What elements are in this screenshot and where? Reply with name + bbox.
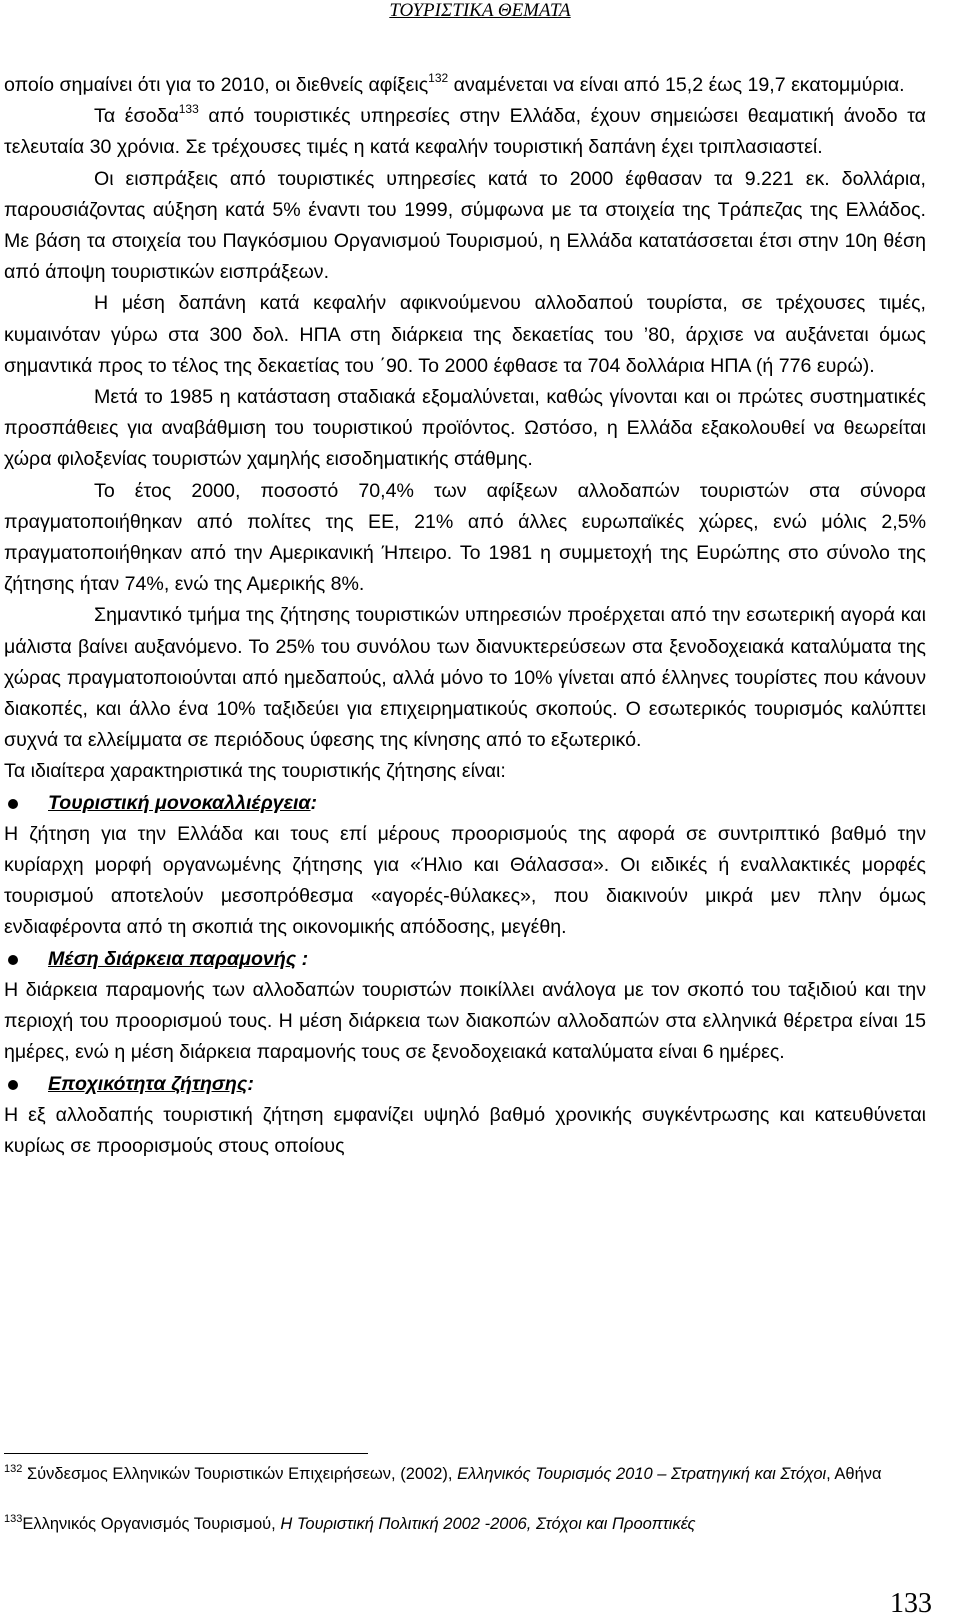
bullet-title-suffix: : <box>296 947 309 970</box>
paragraph-1 <box>4 70 926 101</box>
footnote-title: Η Τουριστική Πολιτική 2002 -2006, Στόχοι και Προοπτικές <box>280 1515 696 1533</box>
bullet-3-body: Η εξ αλλοδαπής τουριστική ζήτηση εμφανίζει υψηλό βαθμό χρονικής συγκέντρωσης και κατευθύνεται κυρίως σε προορισμούς στους οποίους <box>4 1103 926 1157</box>
footnote-text: Ελληνικός Οργανισμός Τουρισμού, <box>22 1515 281 1533</box>
bullet-icon <box>8 1080 18 1090</box>
bullet-title <box>48 788 926 819</box>
paragraph-8: Τα ιδιαίτερα χαρακτηριστικά της τουριστικής ζήτησης είναι: <box>4 760 506 783</box>
paragraph-5: Μετά το 1985 η κατάσταση σταδιακά εξομαλύνεται, καθώς γίνονται και οι πρώτες συστηματικές προσπάθειες για αναβάθμιση του τουριστικού προϊόντος. Ωστόσο, η Ελλάδα εξακολουθεί να θεωρείται χώρα φιλοξενίας τουριστών χαμηλής εισοδηματικής στάθμης. <box>4 386 926 471</box>
bullet-title-text: Τουριστική μονοκαλλιέργεια <box>48 791 311 814</box>
footnote-number: 132 <box>4 1463 23 1475</box>
bullet-icon <box>8 955 18 965</box>
paragraph-7: Σημαντικό τμήμα της ζήτησης τουριστικών υπηρεσιών προέρχεται από την εσωτερική αγορά και μάλιστα βαίνει αυξανόμενο. Το 25% του συνόλου των διανυκτερεύσεων στα ξενοδοχειακά καταλύματα της χώρας πραγματοποιούνται από ημεδαπούς, αλλά μόνο το 10% γίνεται από έλληνες τουρίστες που κάνουν διακοπές, και άλλο ένα 10% ταξιδεύει για επιχειρηματικούς σκοπούς. Ο εσωτερικός τουρισμός καλύπτει συχνά τα ελλείμματα σε περιόδους ύφεσης της κίνησης από το εξωτερικό. <box>4 604 926 752</box>
footnote-132 <box>4 1462 926 1486</box>
bullet-title-suffix: : <box>310 791 318 814</box>
bullet-item-1 <box>4 788 926 819</box>
footnote-text: , Αθήνα <box>826 1465 882 1483</box>
paragraph-2-text-a: Τα έσοδα <box>94 105 179 128</box>
bullet-item-3 <box>4 1069 926 1100</box>
bullet-item-2 <box>4 944 926 975</box>
bullet-title-text: Μέση διάρκεια παραμονής <box>48 947 297 970</box>
bullet-title <box>48 944 926 975</box>
bullet-2-body: Η διάρκεια παραμονής των αλλοδαπών τουριστών ποικίλλει ανάλογα με τον σκοπό του ταξιδιού και την περιοχή του προορισμού τους. Η μέση διάρκεια των διακοπών αλλοδαπών στα ελληνικά θέρετρα είναι 15 ημέρες, ενώ η μέση διάρκεια παραμονής τους σε ξενοδοχειακά καταλύματα είναι 6 ημέρες. <box>4 978 926 1064</box>
footnote-title: Ελληνικός Τουρισμός 2010 – Στρατηγική και Στόχοι <box>457 1465 827 1483</box>
footnote-number: 133 <box>4 1513 23 1525</box>
paragraph-2-text-b: από τουριστικές υπηρεσίες στην Ελλάδα, έχουν σημειώσει θεαματική άνοδο τα τελευταία 30 χρόνια. Σε τρέχουσες τιμές η κατά κεφαλήν τουριστική δαπάνη έχει τριπλασιαστεί. <box>4 105 926 159</box>
bullet-title-suffix: : <box>247 1072 254 1095</box>
footnote-separator <box>4 1453 368 1454</box>
paragraph-1-text-b: αναμένεται να είναι από 15,2 έως 19,7 εκατομμύρια. <box>448 74 905 96</box>
paragraph-3: Οι εισπράξεις από τουριστικές υπηρεσίες κατά το 2000 έφθασαν τα 9.221 εκ. δολλάρια, παρουσιάζοντας αύξηση κατά 5% έναντι του 1999, σύμφωνα με τα στοιχεία της Τράπεζας της Ελλάδος. Με βάση τα στοιχεία του Παγκόσμιου Οργανισμού Τουρισμού, η Ελλάδα κατατάσσεται έτσι στην 10η θέση από άποψη τουριστικών εισπράξεων. <box>4 167 926 284</box>
bullet-title-text: Εποχικότητα ζήτησης <box>48 1072 248 1095</box>
bullet-icon <box>8 799 18 809</box>
body-text <box>4 70 926 1162</box>
paragraph-4: Η μέση δαπάνη κατά κεφαλήν αφικνούμενου αλλοδαπού τουρίστα, σε τρέχουσες τιμές, κυμαινόταν γύρω στα 300 δολ. ΗΠΑ στη διάρκεια της δεκαετίας του ’80, άρχισε να αυξάνεται όμως σημαντικά προς το τέλος της δεκαετίας του ΄90. Το 2000 έφθασε τα 704 δολλάρια ΗΠΑ (ή 776 ευρώ). <box>4 292 926 377</box>
paragraph-2 <box>4 101 926 163</box>
page-number: 133 <box>890 1588 932 1619</box>
running-header: ΤΟΥΡΙΣΤΙΚΑ ΘΕΜΑΤΑ <box>389 0 571 21</box>
bullet-title <box>48 1069 926 1100</box>
footnote-text: Σύνδεσμος Ελληνικών Τουριστικών Επιχειρήσεων, (2002), <box>22 1465 458 1483</box>
paragraph-6: Το έτος 2000, ποσοστό 70,4% των αφίξεων αλλοδαπών τουριστών στα σύνορα πραγματοποιήθηκαν από πολίτες της ΕΕ, 21% από άλλες ευρωπαϊκές χώρες, ενώ μόλις 2,5% πραγματοποιήθηκαν από την Αμερικανική Ήπειρο. Το 1981 η συμμετοχή της Ευρώπης στο σύνολο της ζήτησης ήταν 74%, ενώ της Αμερικής 8%. <box>4 479 926 596</box>
footnote-133 <box>4 1512 926 1536</box>
footnote-ref-133[interactable]: 133 <box>178 102 199 117</box>
bullet-1-body: Η ζήτηση για την Ελλάδα και τους επί μέρους προορισμούς της αφορά σε συντριπτικό βαθμό την κυρίαρχη μορφή οργανωμένης ζήτησης για «Ήλιο και Θάλασσα». Οι ειδικές ή εναλλακτικές μορφές τουρισμού αποτελούν μεσοπρόθεσμα «αγορές-θύλακες», που διακινούν μικρά μεν πλην όμως ενδιαφέροντα από τη σκοπιά της οικονομικής απόδοσης, μεγέθη. <box>4 822 926 939</box>
paragraph-1-text-a: οποίο σημαίνει ότι για το 2010, οι διεθνείς αφίξεις <box>4 74 429 96</box>
footnote-ref-132[interactable]: 132 <box>428 71 449 85</box>
